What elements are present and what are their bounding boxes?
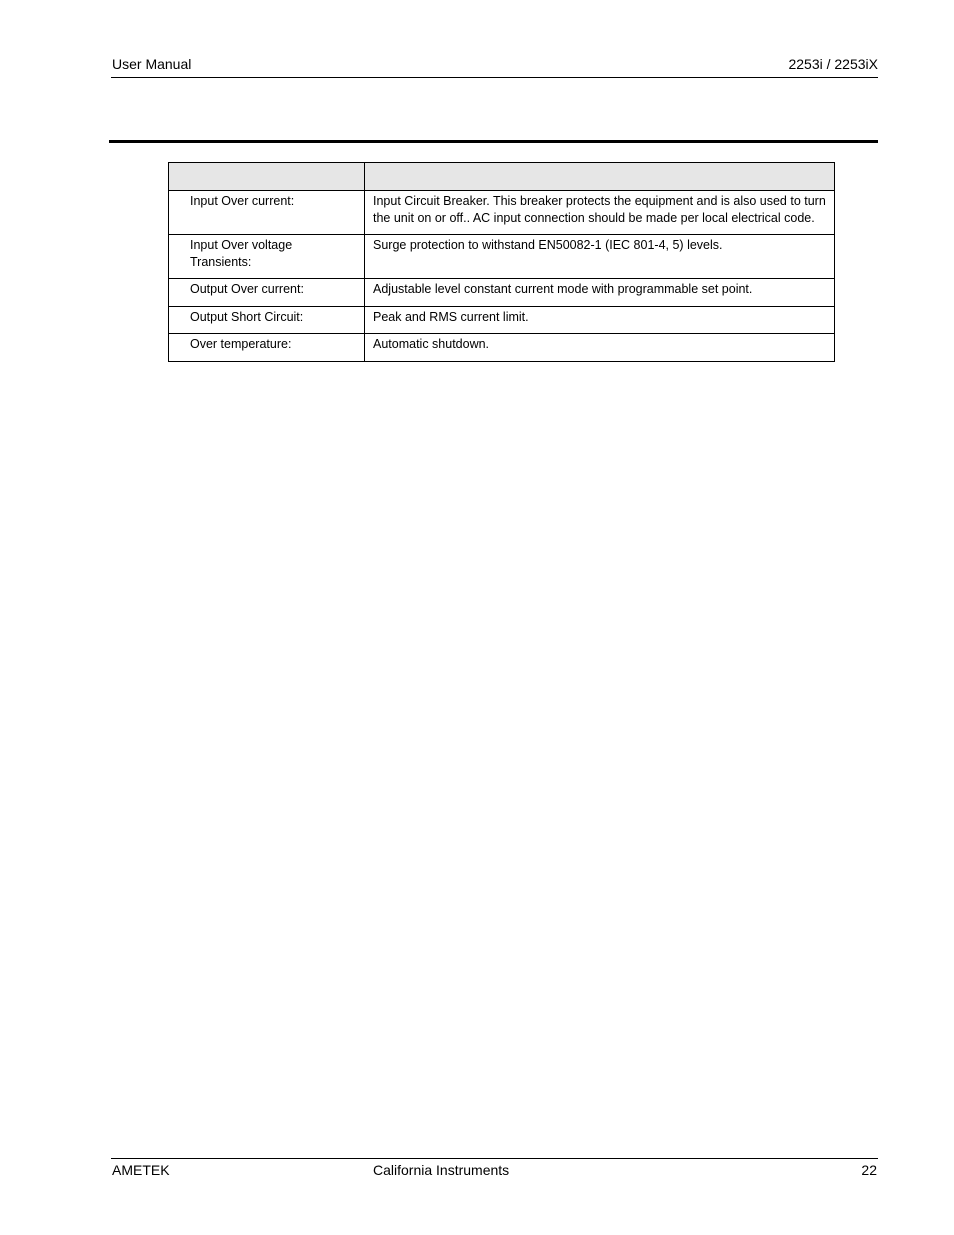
table-row — [169, 279, 835, 307]
section-divider — [109, 140, 878, 143]
table-cell-parameter: Over temperature: — [169, 334, 365, 362]
table-cell-parameter: Input Over voltage Transients: — [169, 235, 365, 279]
table-cell-description: Peak and RMS current limit. — [365, 306, 835, 334]
table-cell-description: Adjustable level constant current mode with programmable set point. — [365, 279, 835, 307]
protection-table — [168, 162, 835, 362]
table-row — [169, 191, 835, 235]
page-number: 22 — [861, 1162, 877, 1178]
header-title: User Manual — [112, 56, 192, 72]
table-header-cell-description — [365, 163, 835, 191]
table-header-cell-parameter — [169, 163, 365, 191]
page-header — [111, 56, 878, 78]
table-row — [169, 306, 835, 334]
table-cell-parameter: Input Over current: — [169, 191, 365, 235]
page-footer — [111, 1158, 878, 1178]
table-cell-description: Automatic shutdown. — [365, 334, 835, 362]
table-cell-parameter: Output Over current: — [169, 279, 365, 307]
table-cell-description: Surge protection to withstand EN50082-1 (IEC 801-4, 5) levels. — [365, 235, 835, 279]
table-header-row — [169, 163, 835, 191]
table-cell-description: Input Circuit Breaker. This breaker protects the equipment and is also used to turn the unit on or off.. AC input connection should be made per local electrical code. — [365, 191, 835, 235]
header-model: 2253i / 2253iX — [788, 56, 878, 72]
table-row — [169, 235, 835, 279]
footer-division: California Instruments — [373, 1162, 510, 1178]
footer-company: AMETEK — [112, 1162, 170, 1178]
table-cell-parameter: Output Short Circuit: — [169, 306, 365, 334]
table-row — [169, 334, 835, 362]
